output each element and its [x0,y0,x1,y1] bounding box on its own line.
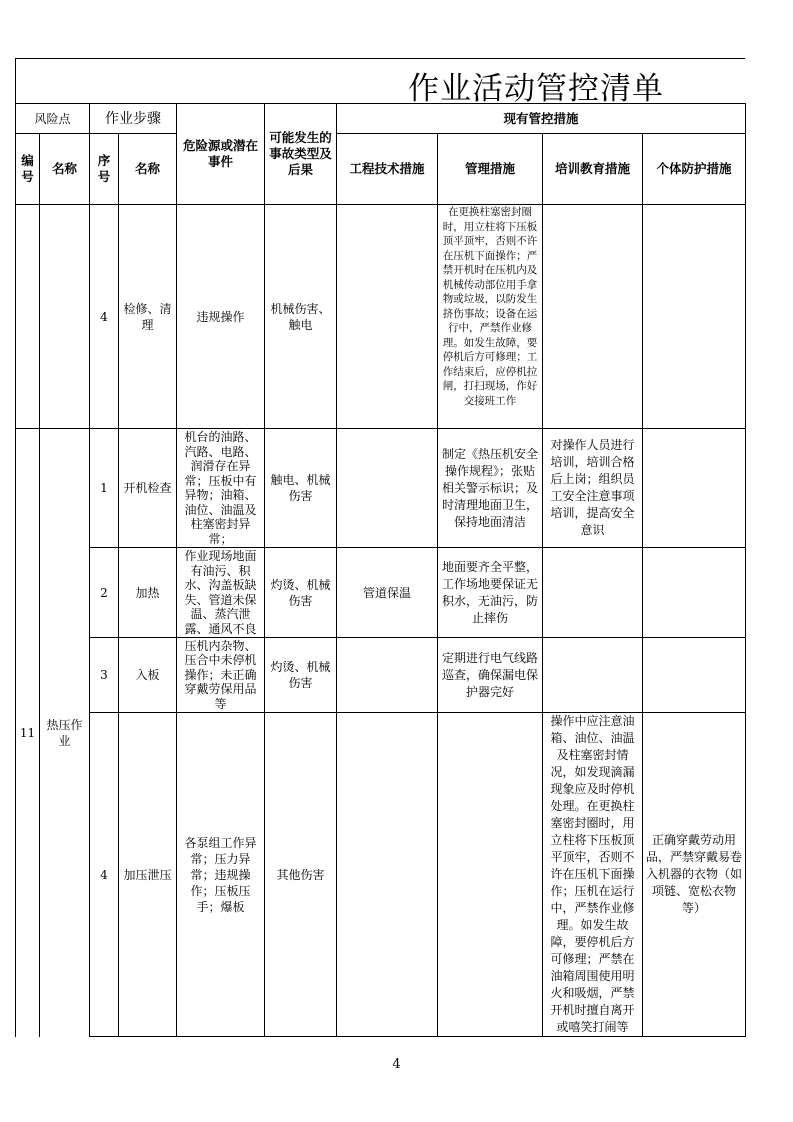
document-title: 作业活动管控清单 [408,71,664,107]
engineering-cell [337,205,438,429]
header-consequence: 可能发生的事故类型及后果 [265,104,337,205]
header-seq: 序号 [90,134,119,205]
ppe-cell [643,548,746,638]
group-code: 11 [16,429,40,1037]
header-management: 管理措施 [438,134,543,205]
document-title-row [15,58,745,107]
management-cell [438,713,543,1037]
seq-cell: 4 [90,205,119,429]
ppe-cell: 正确穿戴劳动用品，严禁穿戴易卷入机器的衣物（如项链、宽松衣物等） [643,713,746,1037]
ppe-cell [643,429,746,548]
table-row [16,205,746,429]
consequence-cell: 灼烫、机械伤害 [265,548,337,638]
header-engineering: 工程技术措施 [337,134,438,205]
header-name: 名称 [40,134,90,205]
hazard-cell: 作业现场地面有油污、积水、沟盖板缺失、管道未保温、蒸汽泄露、通风不良 [177,548,265,638]
header-ppe: 个体防护措施 [643,134,746,205]
training-cell: 对操作人员进行培训，培训合格后上岗；组织员工安全注意事项培训，提高安全意识 [543,429,643,548]
header-hazard: 危险源或潜在事件 [177,104,265,205]
step-name-cell: 开机检查 [119,429,177,548]
seq-cell: 4 [90,713,119,1037]
code-cell [16,205,40,429]
header-steps: 作业步骤 [90,104,177,134]
management-cell: 制定《热压机安全操作规程》；张贴相关警示标识；及时清理地面卫生，保持地面清洁 [438,429,543,548]
training-cell [543,548,643,638]
header-training: 培训教育措施 [543,134,643,205]
ppe-cell [643,638,746,713]
table-row [16,638,746,713]
seq-cell: 3 [90,638,119,713]
name-cell [40,205,90,429]
consequence-cell: 机械伤害、触电 [265,205,337,429]
engineering-cell: 管道保温 [337,548,438,638]
engineering-cell [337,638,438,713]
engineering-cell [337,429,438,548]
hazard-cell: 压机内杂物、压合中未停机操作；未正确穿戴劳保用品等 [177,638,265,713]
management-cell: 定期进行电气线路巡查，确保漏电保护器完好 [438,638,543,713]
training-cell: 操作中应注意油箱、油位、油温及柱塞密封情况，如发现滴漏现象应及时停机处理。在更换柱塞密封圈时，用立柱将下压板顶平顶牢，否则不许在压机下面操作；压机在运行中，严禁作业修理。如发生故障，要停机后方可修理；严禁在油箱周围使用明火和吸烟，严禁开机时擅自离开或嘻笑打闹等 [543,713,643,1037]
consequence-cell: 其他伤害 [265,713,337,1037]
header-step-name: 名称 [119,134,177,205]
header-code: 编号 [16,134,40,205]
step-name-cell: 加热 [119,548,177,638]
training-cell [543,205,643,429]
hazard-cell: 机台的油路、汽路、电路、润滑存在异常；压板中有异物；油箱、油位、油温及柱塞密封异常； [177,429,265,548]
header-controls: 现有管控措施 [337,104,746,134]
step-name-cell: 检修、清理 [119,205,177,429]
management-cell: 地面要齐全平整，工作场地要保证无积水，无油污，防止摔伤 [438,548,543,638]
table-row [16,548,746,638]
page-number: 4 [392,1057,401,1072]
header-risk-point: 风险点 [16,104,90,134]
consequence-cell: 触电、机械伤害 [265,429,337,548]
consequence-cell: 灼烫、机械伤害 [265,638,337,713]
ppe-cell [643,205,746,429]
group-name: 热压作业 [40,429,90,1037]
seq-cell: 2 [90,548,119,638]
hazard-cell: 各泵组工作异常；压力异常；违规操作；压板压手；爆板 [177,713,265,1037]
control-list-table [15,103,746,1037]
engineering-cell [337,713,438,1037]
table-row [16,713,746,1037]
hazard-cell: 违规操作 [177,205,265,429]
table-row [16,429,746,548]
training-cell [543,638,643,713]
seq-cell: 1 [90,429,119,548]
step-name-cell: 加压泄压 [119,713,177,1037]
step-name-cell: 入板 [119,638,177,713]
management-cell: 在更换柱塞密封圈时，用立柱将下压板顶平顶牢，否则不许在压机下面操作；严禁开机时在压机内及机械传动部位用手拿物或垃圾，以防发生挤伤事故；设备在运行中，严禁作业修理。如发生故障，要停机后方可修理；工作结束后，应停机拉闸，打扫现场，作好交接班工作 [438,205,543,429]
